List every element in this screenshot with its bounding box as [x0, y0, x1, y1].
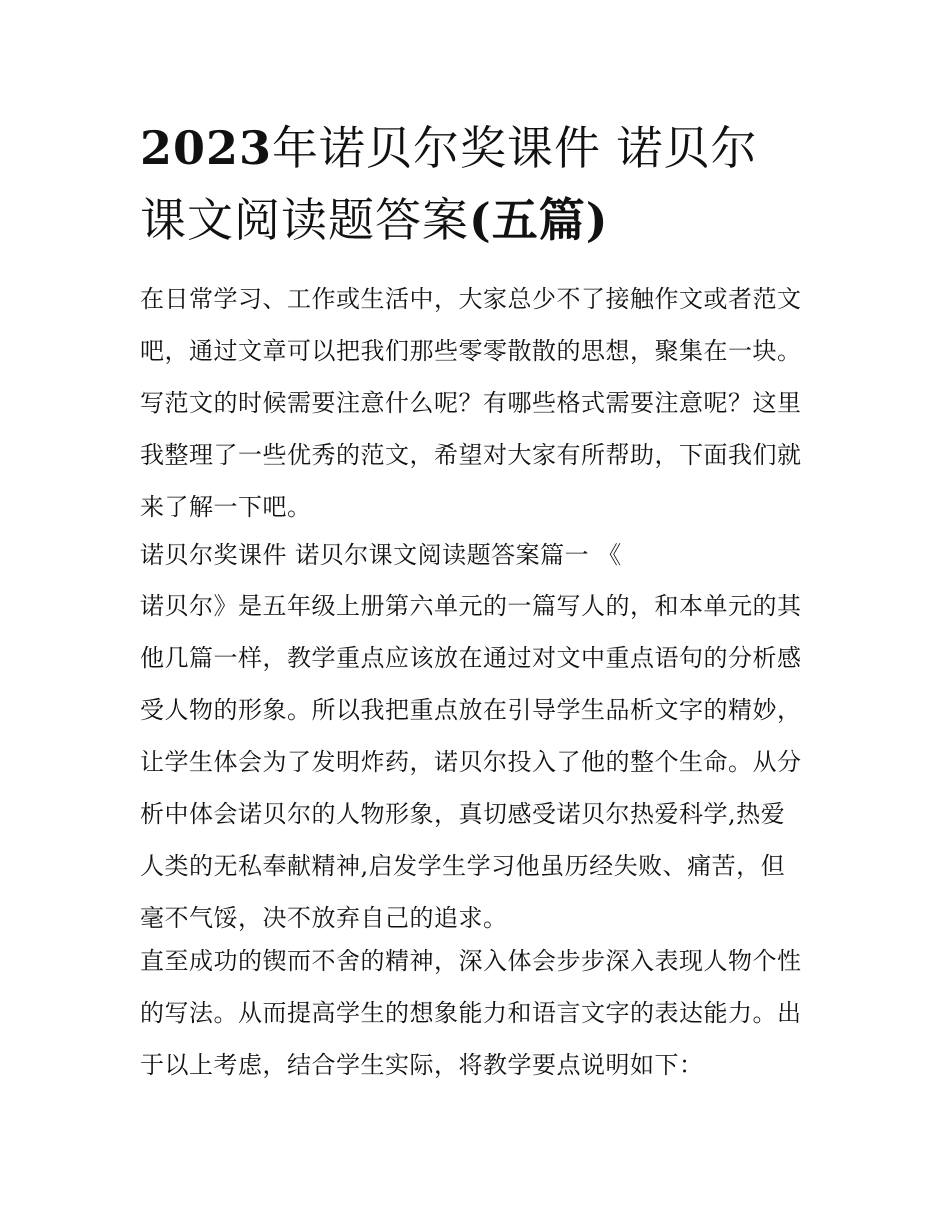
document-title	[140, 112, 820, 256]
paragraph-line: 于以上考虑，结合学生实际，将教学要点说明如下：	[140, 1051, 704, 1079]
paragraph-line: 受人物的形象。所以我把重点放在引导学生品析文字的精妙，	[140, 696, 802, 724]
intro-paragraph	[140, 273, 812, 533]
section-paragraph-1	[140, 580, 812, 944]
section-heading-text: 诺贝尔奖课件 诺贝尔课文阅读题答案篇一 《	[140, 541, 622, 569]
paragraph-line: 直至成功的锲而不舍的精神，深入体会步步深入表现人物个性	[140, 947, 802, 975]
intro-line: 在日常学习、工作或生活中，大家总少不了接触作文或者范文	[140, 285, 802, 313]
title-line-1-text: 年诺贝尔奖课件 诺贝尔	[272, 121, 758, 175]
intro-line: 我整理了一些优秀的范文，希望对大家有所帮助，下面我们就	[140, 441, 802, 469]
title-line-2-paren: (五篇)	[469, 193, 609, 247]
title-year: 2023	[140, 121, 273, 175]
intro-line: 来了解一下吧。	[140, 493, 312, 521]
title-line-2-text: 课文阅读题答案	[140, 193, 469, 247]
intro-line: 吧，通过文章可以把我们那些零零散散的思想，聚集在一块。	[140, 337, 802, 365]
section-heading	[140, 529, 812, 581]
intro-line: 写范文的时候需要注意什么呢？有哪些格式需要注意呢？这里	[140, 389, 802, 417]
title-line-1	[140, 112, 820, 184]
paragraph-line: 诺贝尔》是五年级上册第六单元的一篇写人的，和本单元的其	[140, 592, 802, 620]
paragraph-line: 他几篇一样，教学重点应该放在通过对文中重点语句的分析感	[140, 644, 802, 672]
paragraph-line: 析中体会诺贝尔的人物形象，真切感受诺贝尔热爱科学,热爱	[140, 800, 786, 828]
paragraph-line: 让学生体会为了发明炸药，诺贝尔投入了他的整个生命。从分	[140, 748, 802, 776]
paragraph-line: 毫不气馁，决不放弃自己的追求。	[140, 904, 508, 932]
section-paragraph-2	[140, 935, 812, 1091]
title-line-2	[140, 184, 820, 256]
paragraph-line: 的写法。从而提高学生的想象能力和语言文字的表达能力。出	[140, 999, 802, 1027]
paragraph-line: 人类的无私奉献精神,启发学生学习他虽历经失败、痛苦，但	[140, 852, 786, 880]
